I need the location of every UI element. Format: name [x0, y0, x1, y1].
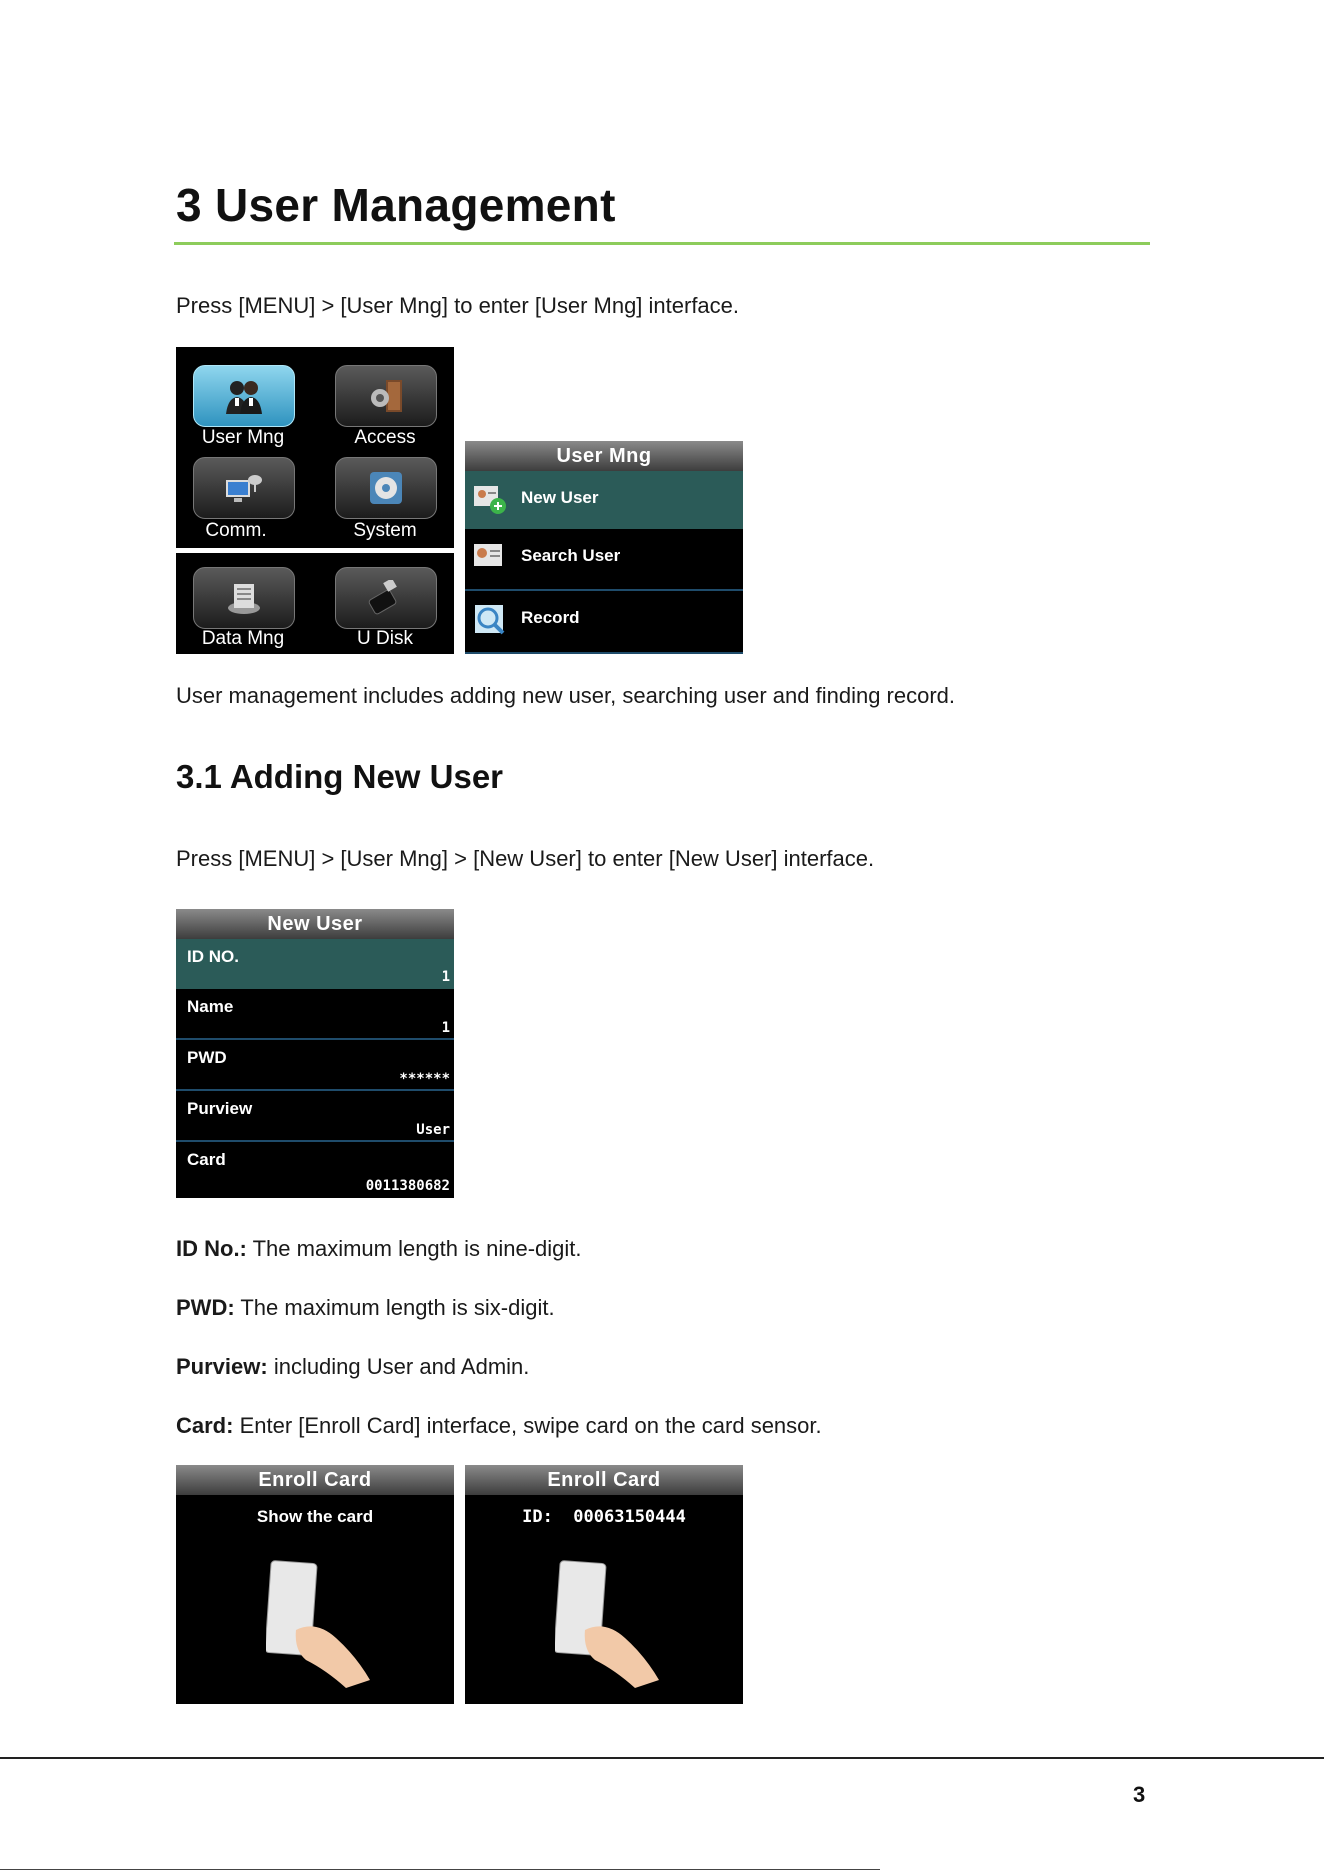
definition-id-no [176, 1236, 582, 1262]
page-number: 3 [1133, 1782, 1146, 1807]
access-tile[interactable] [335, 365, 437, 427]
field-label: PWD [187, 1048, 227, 1067]
u-disk-tile[interactable] [335, 567, 437, 629]
page-title: 3 User Management [176, 179, 616, 231]
field-card[interactable] [176, 1142, 454, 1198]
summary-paragraph: User management includes adding new user, searching user and finding record. [176, 683, 956, 708]
enroll-card-title: Enroll Card [176, 1465, 454, 1495]
menu-item-label: New User [521, 488, 599, 507]
search-user-icon [473, 541, 507, 573]
definition-term: Card: [176, 1413, 234, 1438]
system-tile[interactable] [335, 457, 437, 519]
definition-text: The maximum length is six-digit. [234, 1295, 555, 1320]
tile-label-system: System [353, 520, 417, 541]
tile-label-u-disk: U Disk [357, 628, 413, 649]
users-icon [224, 378, 264, 414]
definition-term: PWD: [176, 1295, 235, 1320]
definition-card [176, 1413, 822, 1439]
tile-label-comm: Comm. [205, 520, 267, 541]
field-id-no[interactable] [176, 939, 454, 989]
user-mng-tile[interactable] [193, 365, 295, 427]
enroll-card-screen-result [465, 1465, 743, 1704]
footer-rule [0, 1757, 1324, 1759]
field-name[interactable] [176, 989, 454, 1040]
data-mng-tile[interactable] [193, 567, 295, 629]
menu-item-label: Search User [521, 546, 621, 565]
enroll-card-screen-prompt [176, 1465, 454, 1704]
database-icon [224, 580, 264, 616]
field-value: 1 [441, 1020, 450, 1036]
field-value: 1 [441, 969, 450, 985]
hand-card-icon [266, 1560, 376, 1690]
gear-icon [366, 470, 406, 506]
definition-term: Purview: [176, 1354, 268, 1379]
definition-text: including User and Admin. [267, 1354, 530, 1379]
row-separator [465, 652, 743, 654]
definition-text: Enter [Enroll Card] interface, swipe card on the card sensor. [233, 1413, 822, 1438]
field-label: Name [187, 997, 234, 1016]
new-user-screen [176, 909, 454, 1198]
field-value: ****** [399, 1071, 450, 1087]
hand-card-icon [555, 1560, 665, 1690]
tile-label-user-mng: User Mng [201, 427, 285, 448]
door-gear-icon [366, 378, 406, 414]
comm-tile[interactable] [193, 457, 295, 519]
field-value: 0011380682 [365, 1178, 450, 1194]
tile-label-access: Access [354, 427, 416, 448]
field-label: ID NO. [187, 947, 239, 966]
instruction-paragraph: Press [MENU] > [User Mng] > [New User] to enter [New User] interface. [176, 846, 875, 871]
title-underline [174, 242, 1150, 245]
main-menu-screen [176, 347, 454, 548]
record-magnifier-icon [473, 603, 507, 635]
user-mng-screen [465, 441, 743, 654]
intro-paragraph: Press [MENU] > [User Mng] to enter [User Mng] interface. [176, 293, 740, 318]
field-purview[interactable] [176, 1091, 454, 1142]
new-user-title: New User [176, 909, 454, 939]
definition-text: The maximum length is nine-digit. [246, 1236, 582, 1261]
field-pwd[interactable] [176, 1040, 454, 1091]
enroll-message: Show the card [256, 1507, 374, 1526]
enroll-card-title: Enroll Card [465, 1465, 743, 1495]
computer-satellite-icon [224, 470, 264, 506]
field-label: Purview [187, 1099, 253, 1118]
field-value: User [416, 1122, 450, 1138]
card-id-readout: ID: 00063150444 [522, 1507, 686, 1527]
main-menu-screen-lower [176, 553, 454, 654]
menu-item-record[interactable] [465, 591, 743, 654]
menu-item-label: Record [521, 608, 580, 627]
usb-drive-icon [366, 580, 406, 616]
tile-label-data-mng: Data Mng [201, 628, 285, 649]
menu-item-new-user[interactable] [465, 471, 743, 529]
definition-term: ID No.: [176, 1236, 247, 1261]
user-mng-title: User Mng [465, 441, 743, 471]
definition-purview [176, 1354, 529, 1380]
add-user-icon [473, 483, 507, 515]
menu-item-search-user[interactable] [465, 529, 743, 591]
field-label: Card [187, 1150, 226, 1169]
definition-pwd [176, 1295, 555, 1321]
bottom-rule [0, 1869, 880, 1870]
section-heading: 3.1 Adding New User [176, 758, 504, 795]
